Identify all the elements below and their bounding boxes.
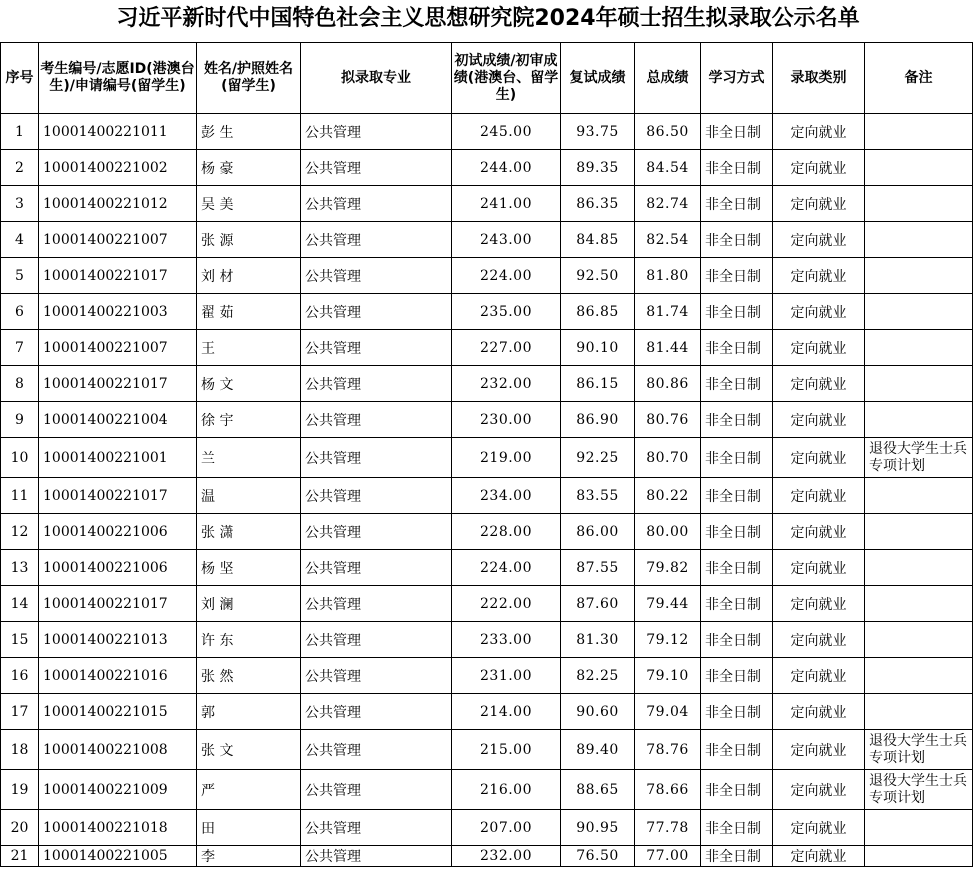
cell-candidate-id: 10001400221016 <box>39 658 197 694</box>
table-row <box>1 810 973 846</box>
cell-admission-category: 定向就业 <box>773 294 865 330</box>
cell-major: 公共管理 <box>301 438 452 478</box>
cell-seq: 19 <box>1 770 39 810</box>
cell-initial-score: 231.00 <box>452 658 561 694</box>
cell-major: 公共管理 <box>301 258 452 294</box>
cell-initial-score: 214.00 <box>452 694 561 730</box>
cell-seq: 10 <box>1 438 39 478</box>
cell-seq: 17 <box>1 694 39 730</box>
cell-name: 刘 材 <box>197 258 301 294</box>
cell-candidate-id: 10001400221003 <box>39 294 197 330</box>
cell-retest-score: 76.50 <box>561 846 635 867</box>
cell-initial-score: 219.00 <box>452 438 561 478</box>
cell-name: 杨 坚 <box>197 550 301 586</box>
cell-major: 公共管理 <box>301 810 452 846</box>
cell-study-mode: 非全日制 <box>701 222 773 258</box>
cell-name: 吴 美 <box>197 186 301 222</box>
cell-candidate-id: 10001400221012 <box>39 186 197 222</box>
cell-total-score: 79.12 <box>635 622 701 658</box>
cell-seq: 21 <box>1 846 39 867</box>
admission-table <box>0 42 973 867</box>
header-seq: 序号 <box>1 43 39 114</box>
cell-seq: 2 <box>1 150 39 186</box>
cell-admission-category: 定向就业 <box>773 150 865 186</box>
table-row <box>1 366 973 402</box>
cell-admission-category: 定向就业 <box>773 550 865 586</box>
cell-admission-category: 定向就业 <box>773 402 865 438</box>
table-row <box>1 514 973 550</box>
cell-total-score: 78.76 <box>635 730 701 770</box>
cell-note <box>865 114 973 150</box>
cell-study-mode: 非全日制 <box>701 810 773 846</box>
cell-major: 公共管理 <box>301 478 452 514</box>
cell-note <box>865 258 973 294</box>
cell-name: 翟 茹 <box>197 294 301 330</box>
cell-retest-score: 86.15 <box>561 366 635 402</box>
cell-study-mode: 非全日制 <box>701 694 773 730</box>
page-title: 习近平新时代中国特色社会主义思想研究院2024年硕士招生拟录取公示名单 <box>116 6 860 31</box>
cell-study-mode: 非全日制 <box>701 658 773 694</box>
cell-admission-category: 定向就业 <box>773 846 865 867</box>
cell-candidate-id: 10001400221009 <box>39 770 197 810</box>
cell-total-score: 86.50 <box>635 114 701 150</box>
cell-total-score: 80.00 <box>635 514 701 550</box>
cell-name: 徐 宇 <box>197 402 301 438</box>
cell-major: 公共管理 <box>301 730 452 770</box>
cell-note <box>865 402 973 438</box>
cell-study-mode: 非全日制 <box>701 478 773 514</box>
cell-note <box>865 222 973 258</box>
cell-total-score: 79.04 <box>635 694 701 730</box>
cell-total-score: 81.80 <box>635 258 701 294</box>
cell-major: 公共管理 <box>301 622 452 658</box>
cell-seq: 7 <box>1 330 39 366</box>
table-row <box>1 730 973 770</box>
cell-retest-score: 89.35 <box>561 150 635 186</box>
cell-admission-category: 定向就业 <box>773 186 865 222</box>
cell-name: 严 <box>197 770 301 810</box>
cell-name: 刘 澜 <box>197 586 301 622</box>
cell-seq: 8 <box>1 366 39 402</box>
cell-candidate-id: 10001400221017 <box>39 366 197 402</box>
cell-major: 公共管理 <box>301 694 452 730</box>
cell-study-mode: 非全日制 <box>701 294 773 330</box>
cell-initial-score: 232.00 <box>452 366 561 402</box>
cell-study-mode: 非全日制 <box>701 186 773 222</box>
header-name: 姓名/护照姓名(留学生) <box>197 43 301 114</box>
cell-initial-score: 224.00 <box>452 550 561 586</box>
table-row <box>1 478 973 514</box>
cell-admission-category: 定向就业 <box>773 438 865 478</box>
cell-candidate-id: 10001400221001 <box>39 438 197 478</box>
cell-study-mode: 非全日制 <box>701 438 773 478</box>
cell-initial-score: 224.00 <box>452 258 561 294</box>
cell-major: 公共管理 <box>301 222 452 258</box>
cell-study-mode: 非全日制 <box>701 402 773 438</box>
cell-seq: 3 <box>1 186 39 222</box>
cell-candidate-id: 10001400221005 <box>39 846 197 867</box>
cell-major: 公共管理 <box>301 330 452 366</box>
cell-note <box>865 810 973 846</box>
table-row <box>1 622 973 658</box>
cell-total-score: 80.76 <box>635 402 701 438</box>
cell-admission-category: 定向就业 <box>773 694 865 730</box>
cell-candidate-id: 10001400221007 <box>39 222 197 258</box>
cell-note: 退役大学生士兵专项计划 <box>865 730 973 770</box>
cell-retest-score: 88.65 <box>561 770 635 810</box>
table-row <box>1 150 973 186</box>
cell-note <box>865 514 973 550</box>
cell-note <box>865 478 973 514</box>
cell-total-score: 80.22 <box>635 478 701 514</box>
header-major: 拟录取专业 <box>301 43 452 114</box>
cell-name: 张 源 <box>197 222 301 258</box>
cell-seq: 20 <box>1 810 39 846</box>
cell-note <box>865 150 973 186</box>
table-row <box>1 222 973 258</box>
cell-retest-score: 86.35 <box>561 186 635 222</box>
cell-total-score: 78.66 <box>635 770 701 810</box>
cell-total-score: 79.82 <box>635 550 701 586</box>
cell-initial-score: 243.00 <box>452 222 561 258</box>
cell-total-score: 79.44 <box>635 586 701 622</box>
cell-name: 温 <box>197 478 301 514</box>
cell-note: 退役大学生士兵专项计划 <box>865 438 973 478</box>
table-row <box>1 258 973 294</box>
cell-study-mode: 非全日制 <box>701 514 773 550</box>
cell-major: 公共管理 <box>301 586 452 622</box>
cell-seq: 15 <box>1 622 39 658</box>
cell-study-mode: 非全日制 <box>701 730 773 770</box>
cell-seq: 1 <box>1 114 39 150</box>
cell-major: 公共管理 <box>301 550 452 586</box>
cell-major: 公共管理 <box>301 770 452 810</box>
cell-candidate-id: 10001400221015 <box>39 694 197 730</box>
table-row <box>1 330 973 366</box>
cell-admission-category: 定向就业 <box>773 770 865 810</box>
cell-initial-score: 215.00 <box>452 730 561 770</box>
cell-study-mode: 非全日制 <box>701 114 773 150</box>
cell-retest-score: 87.60 <box>561 586 635 622</box>
cell-note: 退役大学生士兵专项计划 <box>865 770 973 810</box>
table-row <box>1 586 973 622</box>
cell-admission-category: 定向就业 <box>773 478 865 514</box>
cell-initial-score: 244.00 <box>452 150 561 186</box>
cell-candidate-id: 10001400221017 <box>39 586 197 622</box>
header-retest-score: 复试成绩 <box>561 43 635 114</box>
cell-name: 田 <box>197 810 301 846</box>
cell-seq: 4 <box>1 222 39 258</box>
table-body <box>1 114 973 867</box>
cell-major: 公共管理 <box>301 294 452 330</box>
table-row <box>1 770 973 810</box>
cell-total-score: 77.00 <box>635 846 701 867</box>
cell-name: 张 然 <box>197 658 301 694</box>
cell-retest-score: 90.10 <box>561 330 635 366</box>
header-admission-category: 录取类别 <box>773 43 865 114</box>
cell-note <box>865 658 973 694</box>
cell-retest-score: 92.25 <box>561 438 635 478</box>
table-row <box>1 658 973 694</box>
cell-admission-category: 定向就业 <box>773 366 865 402</box>
cell-seq: 18 <box>1 730 39 770</box>
cell-name: 王 <box>197 330 301 366</box>
cell-candidate-id: 10001400221006 <box>39 550 197 586</box>
cell-total-score: 81.74 <box>635 294 701 330</box>
header-initial-score: 初试成绩/初审成绩(港澳台、留学生) <box>452 43 561 114</box>
header-study-mode: 学习方式 <box>701 43 773 114</box>
cell-initial-score: 245.00 <box>452 114 561 150</box>
table-row <box>1 114 973 150</box>
cell-seq: 5 <box>1 258 39 294</box>
cell-name: 张 文 <box>197 730 301 770</box>
cell-admission-category: 定向就业 <box>773 114 865 150</box>
cell-name: 郭 <box>197 694 301 730</box>
cell-admission-category: 定向就业 <box>773 622 865 658</box>
cell-seq: 9 <box>1 402 39 438</box>
cell-study-mode: 非全日制 <box>701 258 773 294</box>
cell-study-mode: 非全日制 <box>701 150 773 186</box>
table-row <box>1 402 973 438</box>
cell-admission-category: 定向就业 <box>773 258 865 294</box>
cell-major: 公共管理 <box>301 114 452 150</box>
cell-admission-category: 定向就业 <box>773 730 865 770</box>
cell-study-mode: 非全日制 <box>701 846 773 867</box>
cell-retest-score: 86.00 <box>561 514 635 550</box>
cell-candidate-id: 10001400221004 <box>39 402 197 438</box>
cell-note <box>865 694 973 730</box>
cell-seq: 6 <box>1 294 39 330</box>
cell-candidate-id: 10001400221017 <box>39 258 197 294</box>
cell-name: 彭 生 <box>197 114 301 150</box>
cell-initial-score: 230.00 <box>452 402 561 438</box>
table-row <box>1 294 973 330</box>
cell-retest-score: 90.95 <box>561 810 635 846</box>
cell-study-mode: 非全日制 <box>701 622 773 658</box>
cell-candidate-id: 10001400221018 <box>39 810 197 846</box>
cell-note <box>865 586 973 622</box>
cell-retest-score: 86.90 <box>561 402 635 438</box>
cell-admission-category: 定向就业 <box>773 330 865 366</box>
cell-admission-category: 定向就业 <box>773 810 865 846</box>
cell-seq: 11 <box>1 478 39 514</box>
cell-initial-score: 222.00 <box>452 586 561 622</box>
cell-total-score: 80.70 <box>635 438 701 478</box>
cell-retest-score: 89.40 <box>561 730 635 770</box>
cell-major: 公共管理 <box>301 846 452 867</box>
cell-initial-score: 241.00 <box>452 186 561 222</box>
cell-seq: 16 <box>1 658 39 694</box>
cell-initial-score: 227.00 <box>452 330 561 366</box>
cell-initial-score: 216.00 <box>452 770 561 810</box>
cell-total-score: 81.44 <box>635 330 701 366</box>
cell-name: 许 东 <box>197 622 301 658</box>
cell-major: 公共管理 <box>301 186 452 222</box>
cell-total-score: 82.54 <box>635 222 701 258</box>
cell-retest-score: 86.85 <box>561 294 635 330</box>
cell-name: 杨 豪 <box>197 150 301 186</box>
cell-initial-score: 234.00 <box>452 478 561 514</box>
cell-candidate-id: 10001400221017 <box>39 478 197 514</box>
cell-major: 公共管理 <box>301 402 452 438</box>
cell-study-mode: 非全日制 <box>701 550 773 586</box>
cell-admission-category: 定向就业 <box>773 658 865 694</box>
header-note: 备注 <box>865 43 973 114</box>
cell-retest-score: 83.55 <box>561 478 635 514</box>
table-row <box>1 438 973 478</box>
cell-retest-score: 81.30 <box>561 622 635 658</box>
cell-study-mode: 非全日制 <box>701 330 773 366</box>
cell-admission-category: 定向就业 <box>773 222 865 258</box>
cell-note <box>865 186 973 222</box>
cell-name: 兰 <box>197 438 301 478</box>
cell-seq: 14 <box>1 586 39 622</box>
cell-initial-score: 207.00 <box>452 810 561 846</box>
cell-seq: 12 <box>1 514 39 550</box>
cell-note <box>865 330 973 366</box>
cell-study-mode: 非全日制 <box>701 366 773 402</box>
cell-initial-score: 232.00 <box>452 846 561 867</box>
cell-initial-score: 235.00 <box>452 294 561 330</box>
cell-note <box>865 622 973 658</box>
cell-name: 李 <box>197 846 301 867</box>
table-row <box>1 186 973 222</box>
cell-name: 杨 文 <box>197 366 301 402</box>
cell-candidate-id: 10001400221011 <box>39 114 197 150</box>
cell-total-score: 84.54 <box>635 150 701 186</box>
cell-seq: 13 <box>1 550 39 586</box>
cell-retest-score: 87.55 <box>561 550 635 586</box>
cell-retest-score: 82.25 <box>561 658 635 694</box>
table-row <box>1 550 973 586</box>
cell-major: 公共管理 <box>301 150 452 186</box>
cell-retest-score: 90.60 <box>561 694 635 730</box>
cell-candidate-id: 10001400221007 <box>39 330 197 366</box>
cell-admission-category: 定向就业 <box>773 514 865 550</box>
cell-candidate-id: 10001400221006 <box>39 514 197 550</box>
cell-retest-score: 84.85 <box>561 222 635 258</box>
cell-total-score: 82.74 <box>635 186 701 222</box>
table-header-row <box>1 43 973 114</box>
header-id: 考生编号/志愿ID(港澳台生)/申请编号(留学生) <box>39 43 197 114</box>
table-row <box>1 846 973 867</box>
cell-retest-score: 92.50 <box>561 258 635 294</box>
cell-note <box>865 294 973 330</box>
cell-study-mode: 非全日制 <box>701 770 773 810</box>
cell-name: 张 潇 <box>197 514 301 550</box>
cell-initial-score: 233.00 <box>452 622 561 658</box>
header-total-score: 总成绩 <box>635 43 701 114</box>
cell-note <box>865 550 973 586</box>
cell-total-score: 79.10 <box>635 658 701 694</box>
cell-total-score: 80.86 <box>635 366 701 402</box>
cell-initial-score: 228.00 <box>452 514 561 550</box>
cell-study-mode: 非全日制 <box>701 586 773 622</box>
cell-note <box>865 366 973 402</box>
cell-retest-score: 93.75 <box>561 114 635 150</box>
cell-admission-category: 定向就业 <box>773 586 865 622</box>
cell-candidate-id: 10001400221002 <box>39 150 197 186</box>
cell-major: 公共管理 <box>301 366 452 402</box>
cell-total-score: 77.78 <box>635 810 701 846</box>
cell-candidate-id: 10001400221013 <box>39 622 197 658</box>
cell-candidate-id: 10001400221008 <box>39 730 197 770</box>
cell-major: 公共管理 <box>301 658 452 694</box>
cell-note <box>865 846 973 867</box>
table-row <box>1 694 973 730</box>
cell-major: 公共管理 <box>301 514 452 550</box>
